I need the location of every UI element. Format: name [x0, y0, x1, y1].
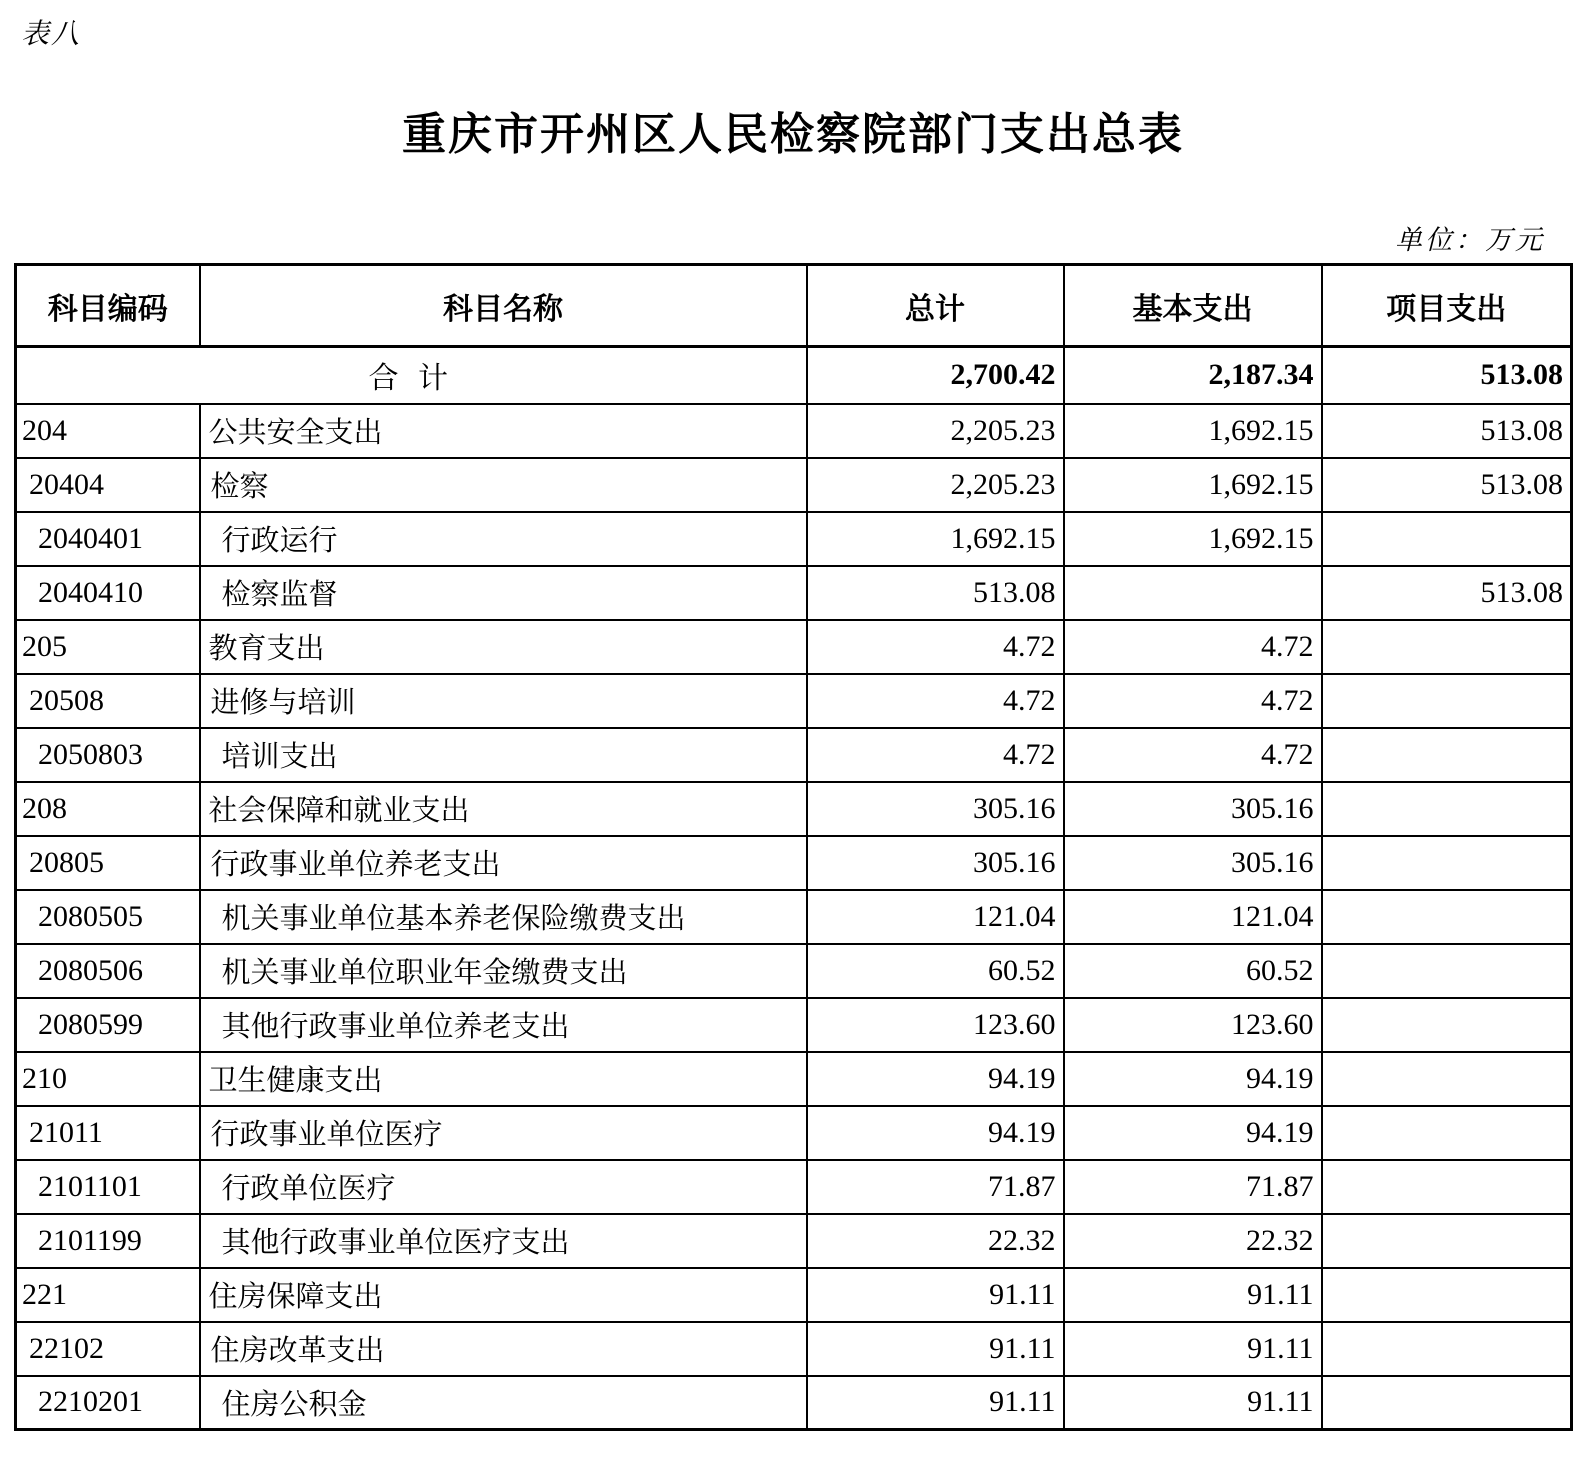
project-expense-cell — [1322, 782, 1572, 836]
subject-name-cell: 住房保障支出 — [200, 1268, 807, 1322]
basic-expense-cell: 123.60 — [1064, 998, 1322, 1052]
subject-name-cell: 教育支出 — [200, 620, 807, 674]
total-cell: 22.32 — [807, 1214, 1064, 1268]
total-cell: 91.11 — [807, 1376, 1064, 1430]
basic-expense-cell: 1,692.15 — [1064, 404, 1322, 458]
table-row — [16, 1106, 1572, 1160]
basic-expense-cell: 22.32 — [1064, 1214, 1322, 1268]
total-cell: 2,205.23 — [807, 458, 1064, 512]
project-expense-cell — [1322, 944, 1572, 998]
total-cell: 121.04 — [807, 890, 1064, 944]
header-subject-code: 科目编码 — [16, 265, 200, 347]
total-cell: 2,205.23 — [807, 404, 1064, 458]
unit-note: 单位：万元 — [1395, 225, 1545, 255]
subject-name-cell: 机关事业单位基本养老保险缴费支出 — [200, 890, 807, 944]
header-basic-expense: 基本支出 — [1064, 265, 1322, 347]
grand-total-project: 513.08 — [1322, 347, 1572, 404]
project-expense-cell: 513.08 — [1322, 458, 1572, 512]
header-total: 总计 — [807, 265, 1064, 347]
total-cell: 94.19 — [807, 1106, 1064, 1160]
table-row — [16, 512, 1572, 566]
total-cell: 4.72 — [807, 674, 1064, 728]
total-cell: 4.72 — [807, 728, 1064, 782]
subject-code-cell: 204 — [16, 404, 200, 458]
table-row — [16, 1214, 1572, 1268]
subject-code-cell: 2210201 — [16, 1376, 200, 1430]
project-expense-cell — [1322, 512, 1572, 566]
header-row — [16, 265, 1572, 347]
table-body — [16, 347, 1572, 1430]
subject-name-cell: 行政事业单位医疗 — [200, 1106, 807, 1160]
table-header — [16, 265, 1572, 347]
total-cell: 513.08 — [807, 566, 1064, 620]
header-subject-name: 科目名称 — [200, 265, 807, 347]
total-cell: 71.87 — [807, 1160, 1064, 1214]
subject-name-cell: 行政事业单位养老支出 — [200, 836, 807, 890]
basic-expense-cell: 94.19 — [1064, 1106, 1322, 1160]
subject-code-cell: 2040401 — [16, 512, 200, 566]
basic-expense-cell: 4.72 — [1064, 674, 1322, 728]
basic-expense-cell: 1,692.15 — [1064, 458, 1322, 512]
total-cell: 4.72 — [807, 620, 1064, 674]
project-expense-cell — [1322, 836, 1572, 890]
project-expense-cell — [1322, 998, 1572, 1052]
subject-code-cell: 20508 — [16, 674, 200, 728]
table-row — [16, 620, 1572, 674]
subject-code-cell: 22102 — [16, 1322, 200, 1376]
expenditure-table — [14, 263, 1573, 1431]
subject-code-cell: 2101101 — [16, 1160, 200, 1214]
subject-name-cell: 行政运行 — [200, 512, 807, 566]
grand-total-row — [16, 347, 1572, 404]
table-row — [16, 1160, 1572, 1214]
subject-name-cell: 住房改革支出 — [200, 1322, 807, 1376]
subject-code-cell: 2101199 — [16, 1214, 200, 1268]
project-expense-cell — [1322, 890, 1572, 944]
project-expense-cell — [1322, 1106, 1572, 1160]
basic-expense-cell: 91.11 — [1064, 1268, 1322, 1322]
subject-code-cell: 20404 — [16, 458, 200, 512]
project-expense-cell — [1322, 728, 1572, 782]
project-expense-cell — [1322, 620, 1572, 674]
basic-expense-cell: 121.04 — [1064, 890, 1322, 944]
subject-name-cell: 检察 — [200, 458, 807, 512]
subject-code-cell: 221 — [16, 1268, 200, 1322]
basic-expense-cell — [1064, 566, 1322, 620]
subject-code-cell: 2040410 — [16, 566, 200, 620]
subject-name-cell: 卫生健康支出 — [200, 1052, 807, 1106]
subject-code-cell: 21011 — [16, 1106, 200, 1160]
subject-code-cell: 205 — [16, 620, 200, 674]
page-title: 重庆市开州区人民检察院部门支出总表 — [402, 110, 1184, 159]
total-cell: 60.52 — [807, 944, 1064, 998]
subject-name-cell: 住房公积金 — [200, 1376, 807, 1430]
table-row — [16, 1268, 1572, 1322]
subject-code-cell: 20805 — [16, 836, 200, 890]
subject-name-cell: 其他行政事业单位养老支出 — [200, 998, 807, 1052]
project-expense-cell — [1322, 1322, 1572, 1376]
subject-code-cell: 2050803 — [16, 728, 200, 782]
total-cell: 1,692.15 — [807, 512, 1064, 566]
header-project-expense: 项目支出 — [1322, 265, 1572, 347]
subject-code-cell: 2080599 — [16, 998, 200, 1052]
total-cell: 305.16 — [807, 782, 1064, 836]
subject-code-cell: 208 — [16, 782, 200, 836]
table-row — [16, 674, 1572, 728]
table-row — [16, 836, 1572, 890]
table-row — [16, 1052, 1572, 1106]
total-cell: 305.16 — [807, 836, 1064, 890]
grand-total-total: 2,700.42 — [807, 347, 1064, 404]
total-cell: 91.11 — [807, 1322, 1064, 1376]
total-cell: 91.11 — [807, 1268, 1064, 1322]
subject-name-cell: 进修与培训 — [200, 674, 807, 728]
grand-total-basic: 2,187.34 — [1064, 347, 1322, 404]
project-expense-cell: 513.08 — [1322, 566, 1572, 620]
project-expense-cell: 513.08 — [1322, 404, 1572, 458]
basic-expense-cell: 60.52 — [1064, 944, 1322, 998]
table-row — [16, 1376, 1572, 1430]
total-cell: 94.19 — [807, 1052, 1064, 1106]
basic-expense-cell: 4.72 — [1064, 620, 1322, 674]
project-expense-cell — [1322, 1052, 1572, 1106]
project-expense-cell — [1322, 1160, 1572, 1214]
grand-total-label: 合 计 — [16, 347, 807, 404]
table-row — [16, 1322, 1572, 1376]
table-row — [16, 458, 1572, 512]
project-expense-cell — [1322, 1376, 1572, 1430]
table-row — [16, 944, 1572, 998]
table-row — [16, 782, 1572, 836]
table-row — [16, 566, 1572, 620]
subject-code-cell: 2080506 — [16, 944, 200, 998]
table-row — [16, 998, 1572, 1052]
subject-name-cell: 其他行政事业单位医疗支出 — [200, 1214, 807, 1268]
project-expense-cell — [1322, 1214, 1572, 1268]
subject-name-cell: 机关事业单位职业年金缴费支出 — [200, 944, 807, 998]
subject-code-cell: 2080505 — [16, 890, 200, 944]
project-expense-cell — [1322, 1268, 1572, 1322]
basic-expense-cell: 91.11 — [1064, 1322, 1322, 1376]
subject-name-cell: 行政单位医疗 — [200, 1160, 807, 1214]
basic-expense-cell: 305.16 — [1064, 782, 1322, 836]
basic-expense-cell: 4.72 — [1064, 728, 1322, 782]
subject-name-cell: 培训支出 — [200, 728, 807, 782]
table-row — [16, 890, 1572, 944]
basic-expense-cell: 71.87 — [1064, 1160, 1322, 1214]
subject-name-cell: 公共安全支出 — [200, 404, 807, 458]
basic-expense-cell: 94.19 — [1064, 1052, 1322, 1106]
subject-code-cell: 210 — [16, 1052, 200, 1106]
subject-name-cell: 社会保障和就业支出 — [200, 782, 807, 836]
basic-expense-cell: 91.11 — [1064, 1376, 1322, 1430]
total-cell: 123.60 — [807, 998, 1064, 1052]
subject-name-cell: 检察监督 — [200, 566, 807, 620]
project-expense-cell — [1322, 674, 1572, 728]
table-row — [16, 728, 1572, 782]
basic-expense-cell: 1,692.15 — [1064, 512, 1322, 566]
table-row — [16, 404, 1572, 458]
sheet-label: 表八 — [21, 19, 82, 50]
basic-expense-cell: 305.16 — [1064, 836, 1322, 890]
